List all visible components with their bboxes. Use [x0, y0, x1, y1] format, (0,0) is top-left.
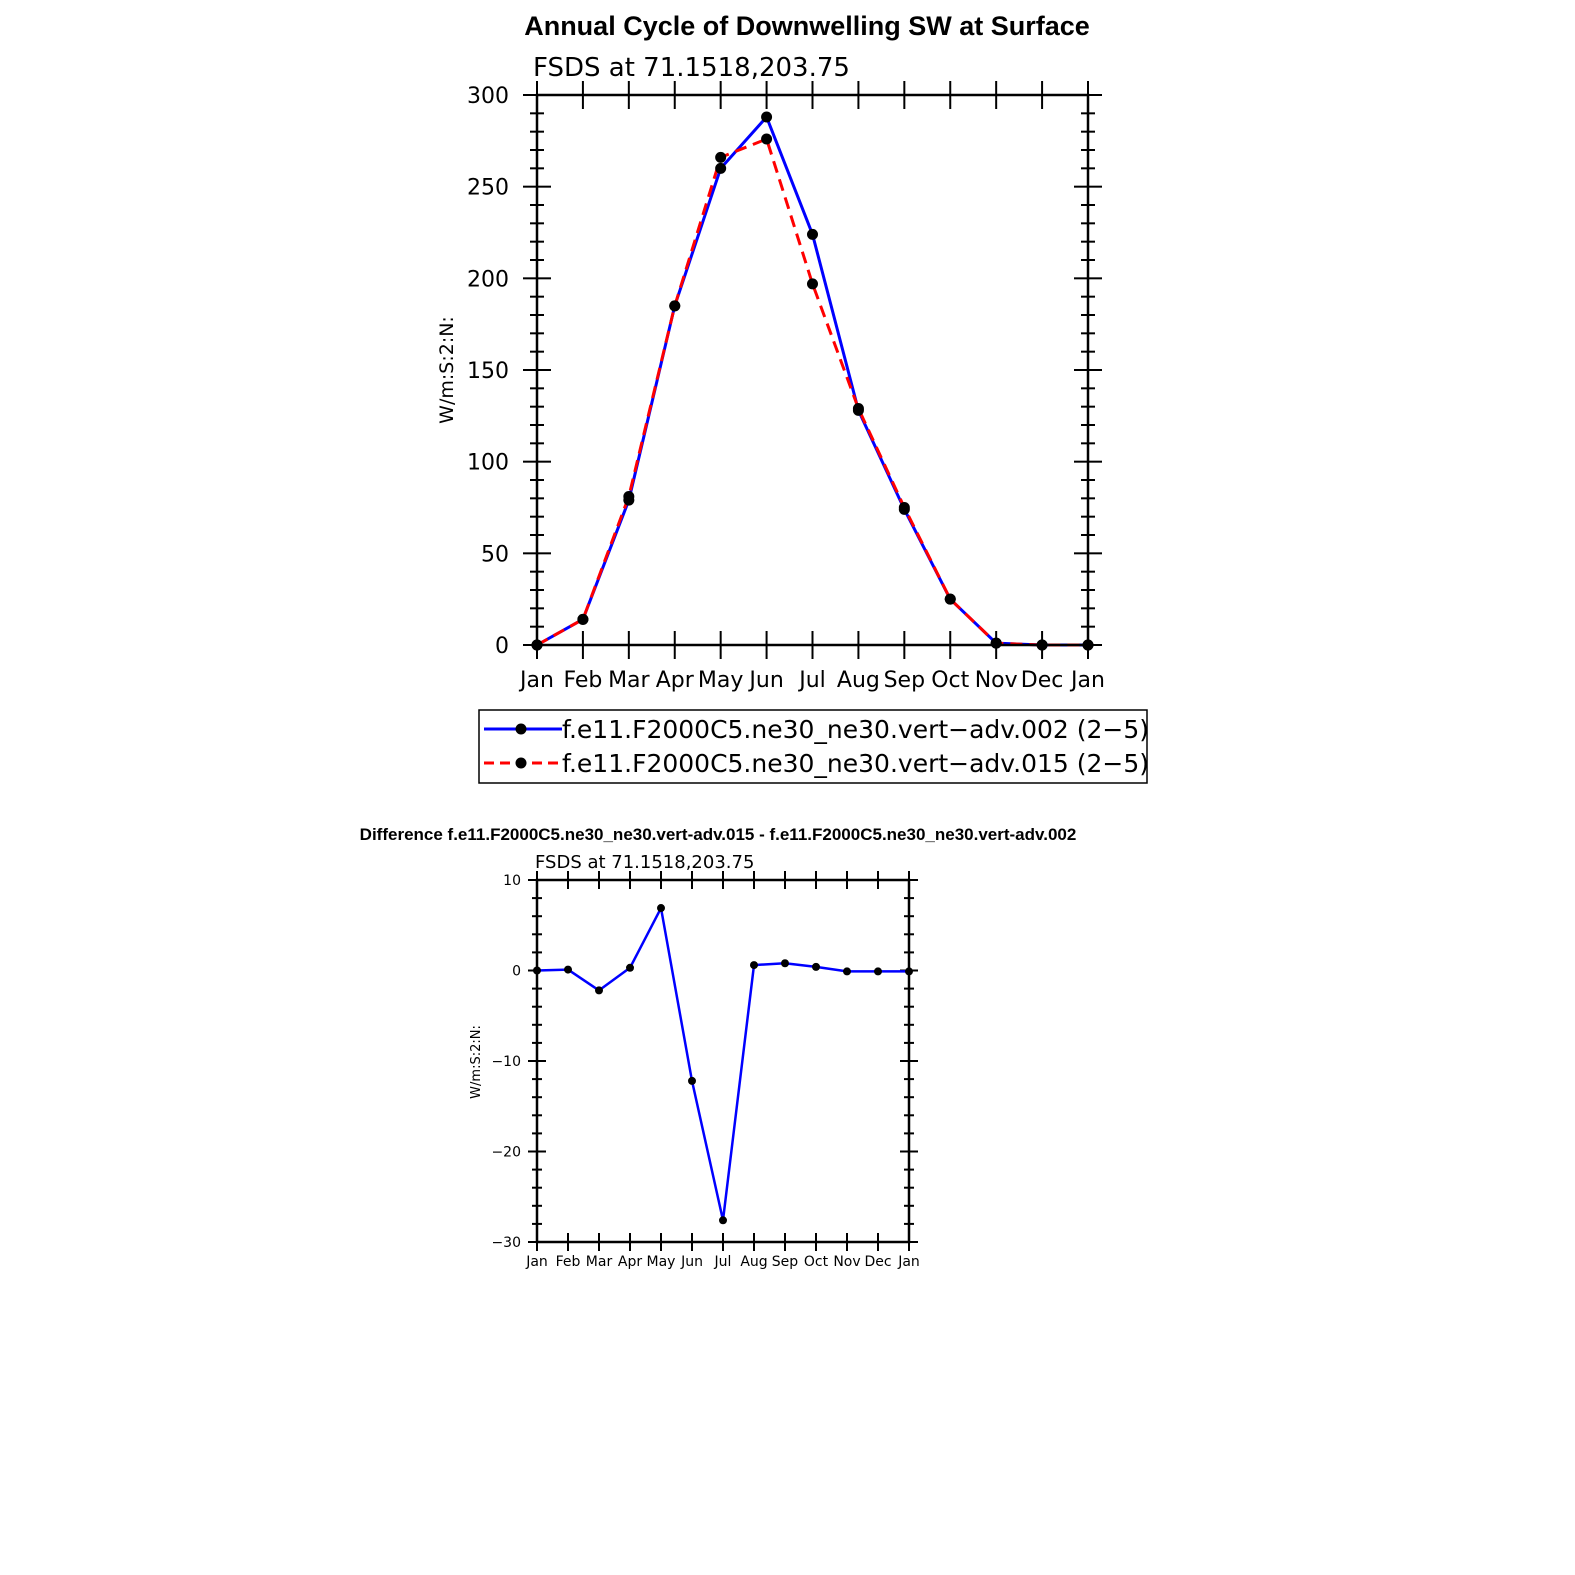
- x-tick-label: Jan: [526, 1254, 548, 1270]
- series-line-1: [537, 908, 909, 1220]
- series-line-2: [537, 139, 1088, 645]
- data-point: [626, 964, 634, 972]
- y-tick-label: 100: [467, 450, 509, 476]
- plot-frame: [537, 95, 1088, 645]
- y-tick-label: −20: [491, 1144, 521, 1161]
- legend-marker-series-2: [516, 758, 527, 769]
- x-tick-label: May: [697, 668, 744, 693]
- y-tick-label: 0: [495, 633, 509, 659]
- y-tick-label: 150: [467, 358, 509, 384]
- tick-labels: [467, 84, 1105, 693]
- axis-ticks: [528, 871, 918, 1251]
- x-tick-label: Aug: [836, 668, 880, 693]
- data-point: [623, 491, 634, 502]
- y-tick-label: 0: [512, 963, 521, 980]
- x-tick-label: Sep: [883, 668, 926, 693]
- x-tick-label: Feb: [555, 1254, 581, 1270]
- chart-title: Annual Cycle of Downwelling SW at Surface: [524, 11, 1090, 41]
- x-tick-label: Jun: [749, 668, 784, 693]
- x-tick-label: Nov: [974, 668, 1018, 693]
- data-point: [945, 594, 956, 605]
- data-point: [669, 300, 680, 311]
- y-tick-label: −30: [491, 1235, 521, 1252]
- x-tick-label: Jul: [799, 668, 826, 693]
- data-point: [899, 502, 910, 513]
- series-line-1: [537, 117, 1088, 645]
- x-tick-label: Mar: [608, 668, 650, 693]
- data-point: [807, 278, 818, 289]
- x-tick-label: Jan: [520, 668, 554, 693]
- data-point: [853, 403, 864, 414]
- x-tick-label: Nov: [833, 1254, 861, 1270]
- x-tick-label: Sep: [771, 1254, 799, 1270]
- data-point: [688, 1077, 696, 1085]
- x-tick-label: Dec: [1020, 668, 1064, 693]
- data-point: [761, 134, 772, 145]
- data-point: [577, 614, 588, 625]
- data-point: [750, 961, 758, 969]
- series-layer: [533, 904, 913, 1224]
- chart-subtitle: FSDS at 71.1518,203.75: [533, 53, 850, 83]
- difference-chart: [360, 825, 1077, 1270]
- data-point: [564, 966, 572, 974]
- x-tick-label: Jan: [1071, 668, 1105, 693]
- x-tick-label: Apr: [617, 1254, 643, 1270]
- data-point: [595, 986, 603, 994]
- legend: [479, 710, 1149, 783]
- legend-label-series-1: f.e11.F2000C5.ne30_ne30.vert−adv.002 (2−5): [562, 715, 1150, 744]
- data-point: [991, 638, 1002, 649]
- data-point: [843, 967, 851, 975]
- x-tick-label: Jan: [898, 1254, 920, 1270]
- y-axis-label: W/m:S:2:N:: [436, 316, 458, 424]
- data-point: [719, 1216, 727, 1224]
- chart-title: Difference f.e11.F2000C5.ne30_ne30.vert-adv.015 - f.e11.F2000C5.ne30_ne30.vert-adv.002: [359, 825, 1077, 844]
- plot-frame: [537, 880, 909, 1242]
- data-point: [781, 959, 789, 967]
- x-tick-label: Aug: [740, 1254, 768, 1270]
- y-tick-label: 200: [467, 267, 509, 293]
- data-point: [657, 904, 665, 912]
- chart-subtitle: FSDS at 71.1518,203.75: [535, 852, 755, 873]
- y-tick-label: 10: [503, 873, 521, 890]
- data-point: [761, 112, 772, 123]
- x-tick-label: Feb: [563, 668, 603, 693]
- data-point: [812, 963, 820, 971]
- series-layer: [532, 112, 1094, 651]
- annual-cycle-chart: [436, 11, 1149, 783]
- x-tick-label: Jun: [681, 1254, 703, 1270]
- x-tick-label: May: [646, 1254, 676, 1270]
- x-tick-label: Oct: [803, 1254, 829, 1270]
- y-axis-label: W/m:S:2:N:: [469, 1025, 484, 1099]
- data-point: [715, 163, 726, 174]
- tick-labels: [491, 873, 919, 1270]
- legend-marker-series-1: [516, 724, 527, 735]
- x-tick-label: Jul: [714, 1254, 732, 1270]
- x-tick-label: Apr: [655, 668, 694, 693]
- x-tick-label: Oct: [931, 668, 970, 693]
- x-tick-label: Dec: [864, 1254, 892, 1270]
- data-point: [807, 229, 818, 240]
- y-tick-label: −10: [491, 1054, 521, 1071]
- y-tick-label: 250: [467, 175, 509, 201]
- legend-label-series-2: f.e11.F2000C5.ne30_ne30.vert−adv.015 (2−5): [562, 749, 1150, 778]
- y-tick-label: 300: [467, 83, 509, 109]
- axis-ticks: [523, 81, 1102, 659]
- data-point: [715, 152, 726, 163]
- y-tick-label: 50: [481, 542, 509, 568]
- x-tick-label: Mar: [585, 1254, 613, 1270]
- data-point: [874, 967, 882, 975]
